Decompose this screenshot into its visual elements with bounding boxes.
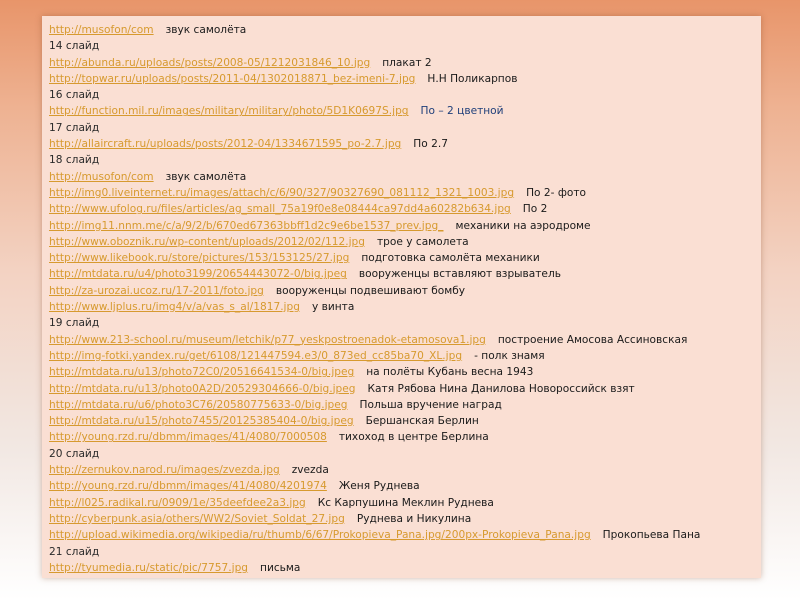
reference-row bbox=[49, 478, 757, 494]
reference-link[interactable]: http://young.rzd.ru/dbmm/images/41/4080/4201974 bbox=[49, 480, 327, 493]
reference-description: на полёты Кубань весна 1943 bbox=[366, 366, 534, 379]
reference-description: Прокопьева Пана bbox=[602, 529, 701, 542]
reference-description: у винта bbox=[311, 301, 355, 314]
reference-description: Н.Н Поликарпов bbox=[427, 72, 518, 85]
reference-description: Кс Карпушина Меклин Руднева bbox=[317, 496, 494, 509]
reference-link[interactable]: http://img-fotki.yandex.ru/get/6108/121447594.e3/0_873ed_cc85ba70_XL.jpg bbox=[49, 349, 463, 362]
reference-link[interactable]: http://mtdata.ru/u13/photo72C0/20516641534-0/big.jpeg bbox=[49, 366, 355, 379]
reference-link[interactable]: http://musofon/com bbox=[49, 170, 154, 183]
slide-heading: 21 слайд bbox=[49, 545, 100, 558]
reference-description: тихоход в центре Берлина bbox=[338, 431, 489, 444]
reference-link[interactable]: http://img0.liveinternet.ru/images/attach/c/6/90/327/90327690_081112_1321_1003.jpg bbox=[49, 186, 515, 199]
reference-row bbox=[49, 397, 757, 413]
reference-row bbox=[49, 462, 757, 478]
slide-heading: 14 слайд bbox=[49, 40, 100, 53]
reference-description: звук самолёта bbox=[165, 170, 247, 183]
reference-link[interactable]: http://mtdata.ru/u13/photo0A2D/20529304666-0/big.jpeg bbox=[49, 382, 356, 395]
reference-description: механики на аэродроме bbox=[455, 219, 591, 232]
reference-row bbox=[49, 560, 757, 576]
reference-link[interactable]: http://mtdata.ru/u15/photo7455/20125385404-0/big.jpeg bbox=[49, 415, 354, 428]
reference-link[interactable]: http://musofon/com bbox=[49, 24, 154, 36]
reference-row bbox=[49, 429, 757, 445]
slide-heading: 18 слайд bbox=[49, 154, 100, 167]
reference-link[interactable]: http://www.213-school.ru/museum/letchik/p77_yeskpostroenadok-etamosova1.jpg bbox=[49, 333, 486, 346]
reference-row bbox=[49, 169, 757, 185]
slide-heading: 16 слайд bbox=[49, 89, 100, 102]
reference-row bbox=[49, 511, 757, 527]
reference-description: Польша вручение наград bbox=[359, 398, 502, 411]
reference-description: трое у самолета bbox=[376, 235, 469, 248]
reference-description: Женя Руднева bbox=[338, 480, 420, 493]
reference-description: Бершанская Берлин bbox=[365, 415, 479, 428]
reference-row bbox=[49, 527, 757, 543]
reference-link[interactable]: http://mtdata.ru/u4/photo3199/20654443072-0/big.jpeg bbox=[49, 268, 347, 281]
reference-row bbox=[49, 103, 757, 119]
reference-description: Катя Рябова Нина Данилова Новороссийск взят bbox=[367, 382, 635, 395]
reference-link[interactable]: http://img11.nnm.me/c/a/9/2/b/670ed67363bbff1d2c9e6be1537_prev.jpg_ bbox=[49, 219, 444, 232]
reference-row bbox=[49, 348, 757, 364]
reference-link[interactable]: http://topwar.ru/uploads/posts/2011-04/1302018871_bez-imeni-7.jpg bbox=[49, 72, 416, 85]
reference-link[interactable]: http://www.ufolog.ru/files/articles/ag_small_75a19f0e8e08444ca97dd4a60282b634.jpg bbox=[49, 203, 511, 216]
reference-row bbox=[49, 136, 757, 152]
reference-description: По 2.7 bbox=[413, 138, 448, 151]
reference-link[interactable]: http://za-urozai.ucoz.ru/17-2011/foto.jpg bbox=[49, 284, 264, 297]
slide-heading: 19 слайд bbox=[49, 317, 100, 330]
slide-heading: 17 слайд bbox=[49, 121, 100, 134]
slide-heading: 20 слайд bbox=[49, 447, 100, 460]
reference-link[interactable]: http://young.rzd.ru/dbmm/images/41/4080/7000508 bbox=[49, 431, 327, 444]
reference-link[interactable]: http://www.ljplus.ru/img4/v/a/vas_s_al/1817.jpg bbox=[49, 301, 300, 314]
reference-description: По 2- фото bbox=[526, 186, 587, 199]
reference-row bbox=[49, 266, 757, 282]
reference-link[interactable]: http://mtdata.ru/u6/photo3C76/20580775633-0/big.jpeg bbox=[49, 398, 348, 411]
reference-row bbox=[49, 332, 757, 348]
reference-link[interactable]: http://www.likebook.ru/store/pictures/153/153125/27.jpg bbox=[49, 252, 350, 265]
reference-row bbox=[49, 283, 757, 299]
reference-description: zvezda bbox=[291, 464, 329, 477]
reference-row bbox=[49, 364, 757, 380]
reference-link[interactable]: http://abunda.ru/uploads/posts/2008-05/1212031846_10.jpg bbox=[49, 56, 371, 69]
reference-description: плакат 2 bbox=[382, 56, 432, 69]
reference-description: звук самолёта bbox=[165, 24, 247, 36]
reference-row bbox=[49, 413, 757, 429]
reference-list bbox=[49, 22, 757, 576]
reference-row bbox=[49, 234, 757, 250]
slide-panel bbox=[42, 16, 761, 578]
reference-link[interactable]: http://cyberpunk.asia/others/WW2/Soviet_Soldat_27.jpg bbox=[49, 512, 345, 525]
reference-description: вооруженцы вставляют взрыватель bbox=[358, 268, 561, 281]
reference-description: построение Амосова Ассиновская bbox=[497, 333, 688, 346]
reference-link[interactable]: http://tyumedia.ru/static/pic/7757.jpg bbox=[49, 561, 249, 574]
reference-row bbox=[49, 218, 757, 234]
reference-description: По 2 bbox=[522, 203, 548, 216]
reference-link[interactable]: http://l025.radikal.ru/0909/1e/35deefdee2a3.jpg bbox=[49, 496, 306, 509]
reference-row bbox=[49, 381, 757, 397]
reference-description: Руднева и Никулина bbox=[356, 512, 472, 525]
reference-description: письма bbox=[260, 561, 301, 574]
reference-link[interactable]: http://function.mil.ru/images/military/military/photo/5D1K0697S.jpg bbox=[49, 105, 409, 118]
reference-row bbox=[49, 55, 757, 71]
reference-row bbox=[49, 495, 757, 511]
reference-description: вооруженцы подвешивают бомбу bbox=[275, 284, 466, 297]
reference-description: подготовка самолёта механики bbox=[361, 252, 540, 265]
reference-row bbox=[49, 250, 757, 266]
reference-row bbox=[49, 71, 757, 87]
reference-row bbox=[49, 185, 757, 201]
reference-row bbox=[49, 299, 757, 315]
reference-description: - полк знамя bbox=[474, 349, 545, 362]
reference-link[interactable]: http://zernukov.narod.ru/images/zvezda.jpg bbox=[49, 464, 280, 477]
reference-row bbox=[49, 22, 757, 38]
reference-row bbox=[49, 201, 757, 217]
reference-link[interactable]: http://upload.wikimedia.org/wikipedia/ru/thumb/6/67/Prokopieva_Pana.jpg/200px-Prokopieva_Pana.jpg bbox=[49, 529, 591, 542]
reference-link[interactable]: http://www.oboznik.ru/wp-content/uploads/2012/02/112.jpg bbox=[49, 235, 365, 248]
reference-description: По – 2 цветной bbox=[420, 105, 504, 118]
reference-link[interactable]: http://allaircraft.ru/uploads/posts/2012-04/1334671595_po-2.7.jpg bbox=[49, 138, 402, 151]
